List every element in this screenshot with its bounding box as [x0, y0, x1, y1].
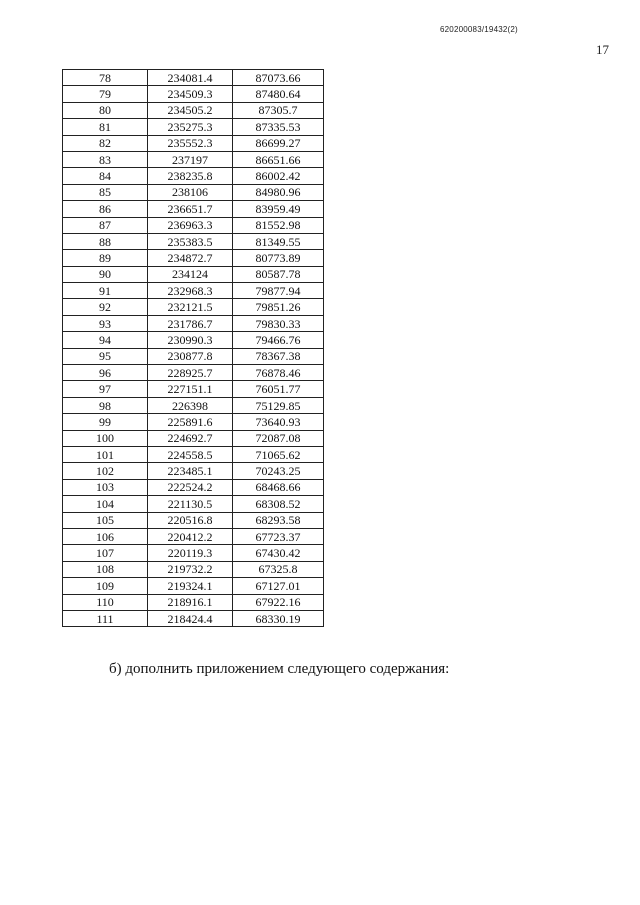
table-row [63, 594, 324, 610]
y-coordinate-cell: 83959.49 [233, 201, 324, 217]
x-coordinate-cell: 228925.7 [148, 365, 233, 381]
y-coordinate-cell: 72087.08 [233, 430, 324, 446]
table-row [63, 184, 324, 200]
point-number-cell: 103 [63, 479, 148, 495]
point-number-cell: 80 [63, 102, 148, 118]
point-number-cell: 95 [63, 348, 148, 364]
table-row [63, 283, 324, 299]
y-coordinate-cell: 86651.66 [233, 151, 324, 167]
y-coordinate-cell: 68330.19 [233, 610, 324, 626]
y-coordinate-cell: 80773.89 [233, 250, 324, 266]
point-number-cell: 108 [63, 561, 148, 577]
x-coordinate-cell: 220516.8 [148, 512, 233, 528]
point-number-cell: 106 [63, 528, 148, 544]
x-coordinate-cell: 220119.3 [148, 545, 233, 561]
point-number-cell: 100 [63, 430, 148, 446]
x-coordinate-cell: 232968.3 [148, 283, 233, 299]
y-coordinate-cell: 79466.76 [233, 332, 324, 348]
point-number-cell: 79 [63, 86, 148, 102]
y-coordinate-cell: 84980.96 [233, 184, 324, 200]
table-row [63, 266, 324, 282]
table-row [63, 348, 324, 364]
x-coordinate-cell: 224692.7 [148, 430, 233, 446]
table-row [63, 397, 324, 413]
table-row [63, 86, 324, 102]
x-coordinate-cell: 238235.8 [148, 168, 233, 184]
table-row [63, 512, 324, 528]
section-paragraph: б) дополнить приложением следующего содержания: [109, 661, 450, 677]
point-number-cell: 78 [63, 70, 148, 86]
table-row [63, 217, 324, 233]
y-coordinate-cell: 79851.26 [233, 299, 324, 315]
point-number-cell: 99 [63, 414, 148, 430]
table-row [63, 561, 324, 577]
point-number-cell: 82 [63, 135, 148, 151]
document-id: 620200083/19432(2) [440, 25, 518, 34]
x-coordinate-cell: 218916.1 [148, 594, 233, 610]
table-row [63, 299, 324, 315]
point-number-cell: 101 [63, 446, 148, 462]
table-row [63, 201, 324, 217]
point-number-cell: 87 [63, 217, 148, 233]
table-row [63, 151, 324, 167]
table-row [63, 479, 324, 495]
table-row [63, 446, 324, 462]
point-number-cell: 105 [63, 512, 148, 528]
point-number-cell: 98 [63, 397, 148, 413]
y-coordinate-cell: 68293.58 [233, 512, 324, 528]
y-coordinate-cell: 79877.94 [233, 283, 324, 299]
x-coordinate-cell: 234872.7 [148, 250, 233, 266]
point-number-cell: 93 [63, 315, 148, 331]
table-row [63, 430, 324, 446]
table-row [63, 414, 324, 430]
y-coordinate-cell: 87480.64 [233, 86, 324, 102]
point-number-cell: 97 [63, 381, 148, 397]
y-coordinate-cell: 71065.62 [233, 446, 324, 462]
table-row [63, 496, 324, 512]
table-row [63, 365, 324, 381]
table-row [63, 545, 324, 561]
y-coordinate-cell: 87335.53 [233, 119, 324, 135]
x-coordinate-cell: 226398 [148, 397, 233, 413]
x-coordinate-cell: 230990.3 [148, 332, 233, 348]
point-number-cell: 84 [63, 168, 148, 184]
table-row [63, 119, 324, 135]
x-coordinate-cell: 232121.5 [148, 299, 233, 315]
table-row [63, 250, 324, 266]
x-coordinate-cell: 235552.3 [148, 135, 233, 151]
x-coordinate-cell: 230877.8 [148, 348, 233, 364]
y-coordinate-cell: 75129.85 [233, 397, 324, 413]
x-coordinate-cell: 235383.5 [148, 233, 233, 249]
x-coordinate-cell: 231786.7 [148, 315, 233, 331]
y-coordinate-cell: 86002.42 [233, 168, 324, 184]
point-number-cell: 83 [63, 151, 148, 167]
point-number-cell: 107 [63, 545, 148, 561]
x-coordinate-cell: 224558.5 [148, 446, 233, 462]
x-coordinate-cell: 221130.5 [148, 496, 233, 512]
table-row [63, 610, 324, 626]
y-coordinate-cell: 67723.37 [233, 528, 324, 544]
y-coordinate-cell: 67127.01 [233, 578, 324, 594]
y-coordinate-cell: 80587.78 [233, 266, 324, 282]
y-coordinate-cell: 81552.98 [233, 217, 324, 233]
y-coordinate-cell: 68468.66 [233, 479, 324, 495]
x-coordinate-cell: 236651.7 [148, 201, 233, 217]
point-number-cell: 94 [63, 332, 148, 348]
x-coordinate-cell: 237197 [148, 151, 233, 167]
x-coordinate-cell: 219732.2 [148, 561, 233, 577]
x-coordinate-cell: 236963.3 [148, 217, 233, 233]
x-coordinate-cell: 219324.1 [148, 578, 233, 594]
y-coordinate-cell: 81349.55 [233, 233, 324, 249]
table-row [63, 463, 324, 479]
x-coordinate-cell: 218424.4 [148, 610, 233, 626]
point-number-cell: 81 [63, 119, 148, 135]
point-number-cell: 85 [63, 184, 148, 200]
coordinates-table [62, 69, 324, 627]
x-coordinate-cell: 234124 [148, 266, 233, 282]
y-coordinate-cell: 79830.33 [233, 315, 324, 331]
y-coordinate-cell: 67922.16 [233, 594, 324, 610]
coordinates-table-body [63, 70, 324, 627]
table-row [63, 233, 324, 249]
point-number-cell: 86 [63, 201, 148, 217]
y-coordinate-cell: 73640.93 [233, 414, 324, 430]
point-number-cell: 110 [63, 594, 148, 610]
x-coordinate-cell: 238106 [148, 184, 233, 200]
point-number-cell: 88 [63, 233, 148, 249]
point-number-cell: 109 [63, 578, 148, 594]
point-number-cell: 111 [63, 610, 148, 626]
y-coordinate-cell: 70243.25 [233, 463, 324, 479]
x-coordinate-cell: 225891.6 [148, 414, 233, 430]
point-number-cell: 91 [63, 283, 148, 299]
table-row [63, 381, 324, 397]
y-coordinate-cell: 76051.77 [233, 381, 324, 397]
y-coordinate-cell: 87073.66 [233, 70, 324, 86]
point-number-cell: 96 [63, 365, 148, 381]
y-coordinate-cell: 68308.52 [233, 496, 324, 512]
table-row [63, 70, 324, 86]
x-coordinate-cell: 223485.1 [148, 463, 233, 479]
x-coordinate-cell: 220412.2 [148, 528, 233, 544]
table-row [63, 315, 324, 331]
point-number-cell: 102 [63, 463, 148, 479]
point-number-cell: 90 [63, 266, 148, 282]
x-coordinate-cell: 234081.4 [148, 70, 233, 86]
table-row [63, 168, 324, 184]
x-coordinate-cell: 235275.3 [148, 119, 233, 135]
y-coordinate-cell: 78367.38 [233, 348, 324, 364]
y-coordinate-cell: 87305.7 [233, 102, 324, 118]
x-coordinate-cell: 234509.3 [148, 86, 233, 102]
x-coordinate-cell: 234505.2 [148, 102, 233, 118]
point-number-cell: 92 [63, 299, 148, 315]
point-number-cell: 89 [63, 250, 148, 266]
table-row [63, 102, 324, 118]
page-number: 17 [596, 42, 609, 57]
y-coordinate-cell: 67325.8 [233, 561, 324, 577]
x-coordinate-cell: 227151.1 [148, 381, 233, 397]
y-coordinate-cell: 76878.46 [233, 365, 324, 381]
table-row [63, 135, 324, 151]
point-number-cell: 104 [63, 496, 148, 512]
y-coordinate-cell: 67430.42 [233, 545, 324, 561]
y-coordinate-cell: 86699.27 [233, 135, 324, 151]
table-row [63, 578, 324, 594]
table-row [63, 332, 324, 348]
x-coordinate-cell: 222524.2 [148, 479, 233, 495]
table-row [63, 528, 324, 544]
